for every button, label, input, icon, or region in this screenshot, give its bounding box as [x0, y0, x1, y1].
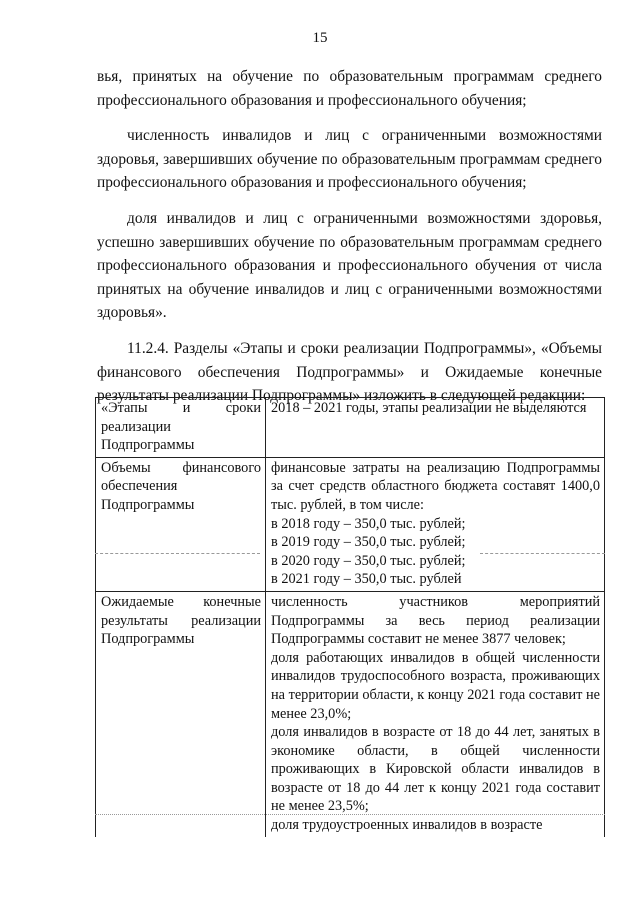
row-label-funding: Объемы финансового обеспечения Подпрограммы	[96, 457, 266, 591]
row-value-stages	[266, 398, 605, 458]
paragraph-3: доля инвалидов и лиц с ограниченными возможностями здоровья, успешно завершивших обучение по образовательным программам среднего профессионального образования и профессионального обучения от числа принятых на обучение инвалидов и лиц с ограниченными возможностями здоровья».	[97, 209, 602, 322]
scan-artifact-line	[480, 553, 605, 554]
value-line: 2018 – 2021 годы, этапы реализации не выделяются	[271, 400, 587, 416]
value-line: в 2019 году – 350,0 тыс. рублей;	[271, 534, 466, 551]
page-number: 15	[312, 30, 328, 46]
row-label-results: Ожидаемые конечные результаты реализации Подпрограммы	[96, 591, 266, 836]
row-value-funding	[266, 457, 605, 591]
value-line: доля работающих инвалидов в общей численности инвалидов трудоспособного возраста, проживающих на территории области, к концу 2021 года составит не менее 23,0%;	[271, 649, 600, 722]
row-label-stages: «Этапы и сроки реализации Подпрограммы	[96, 398, 266, 458]
paragraph-1: вья, принятых на обучение по образовательным программам среднего профессионального образования и профессионального обучения;	[97, 68, 602, 109]
scan-artifact-line	[95, 553, 260, 554]
table-row-results	[96, 591, 605, 836]
table-row-stages	[96, 398, 605, 458]
value-line: финансовые затраты на реализацию Подпрограммы за счет средств областного бюджета составят 1400,0 тыс. рублей, в том числе:	[271, 459, 600, 513]
value-line: доля трудоустроенных инвалидов в возрасте	[271, 817, 543, 834]
value-line: доля инвалидов в возрасте от 18 до 44 лет, занятых в экономике области, в общей численности проживающих в Кировской области инвалидов в возрасте от 18 до 44 лет к концу 2021 года составит не менее 23,5%;	[271, 724, 600, 815]
paragraph-4: 11.2.4. Разделы «Этапы и сроки реализации Подпрограммы», «Объемы финансового обеспечения Подпрограммы» и Ожидаемые конечные результаты реализации Подпрограммы» изложить в следующей редакции:	[97, 339, 602, 405]
value-line: численность участников мероприятий Подпрограммы за весь период реализации Подпрограммы составит не менее 3877 человек;	[271, 593, 600, 648]
table-row-funding	[96, 457, 605, 591]
value-line: в 2021 году – 350,0 тыс. рублей	[271, 571, 462, 588]
value-line: в 2020 году – 350,0 тыс. рублей;	[271, 552, 466, 569]
value-line: в 2018 году – 350,0 тыс. рублей;	[271, 515, 466, 532]
subprogram-passport-table	[95, 397, 605, 837]
row-value-results	[266, 591, 605, 836]
scan-artifact-line	[95, 814, 605, 815]
paragraph-2: численность инвалидов и лиц с ограниченными возможностями здоровья, завершивших обучение по образовательным программам среднего профессионального образования и профессионального обучения;	[97, 127, 602, 192]
body-text	[97, 65, 602, 408]
